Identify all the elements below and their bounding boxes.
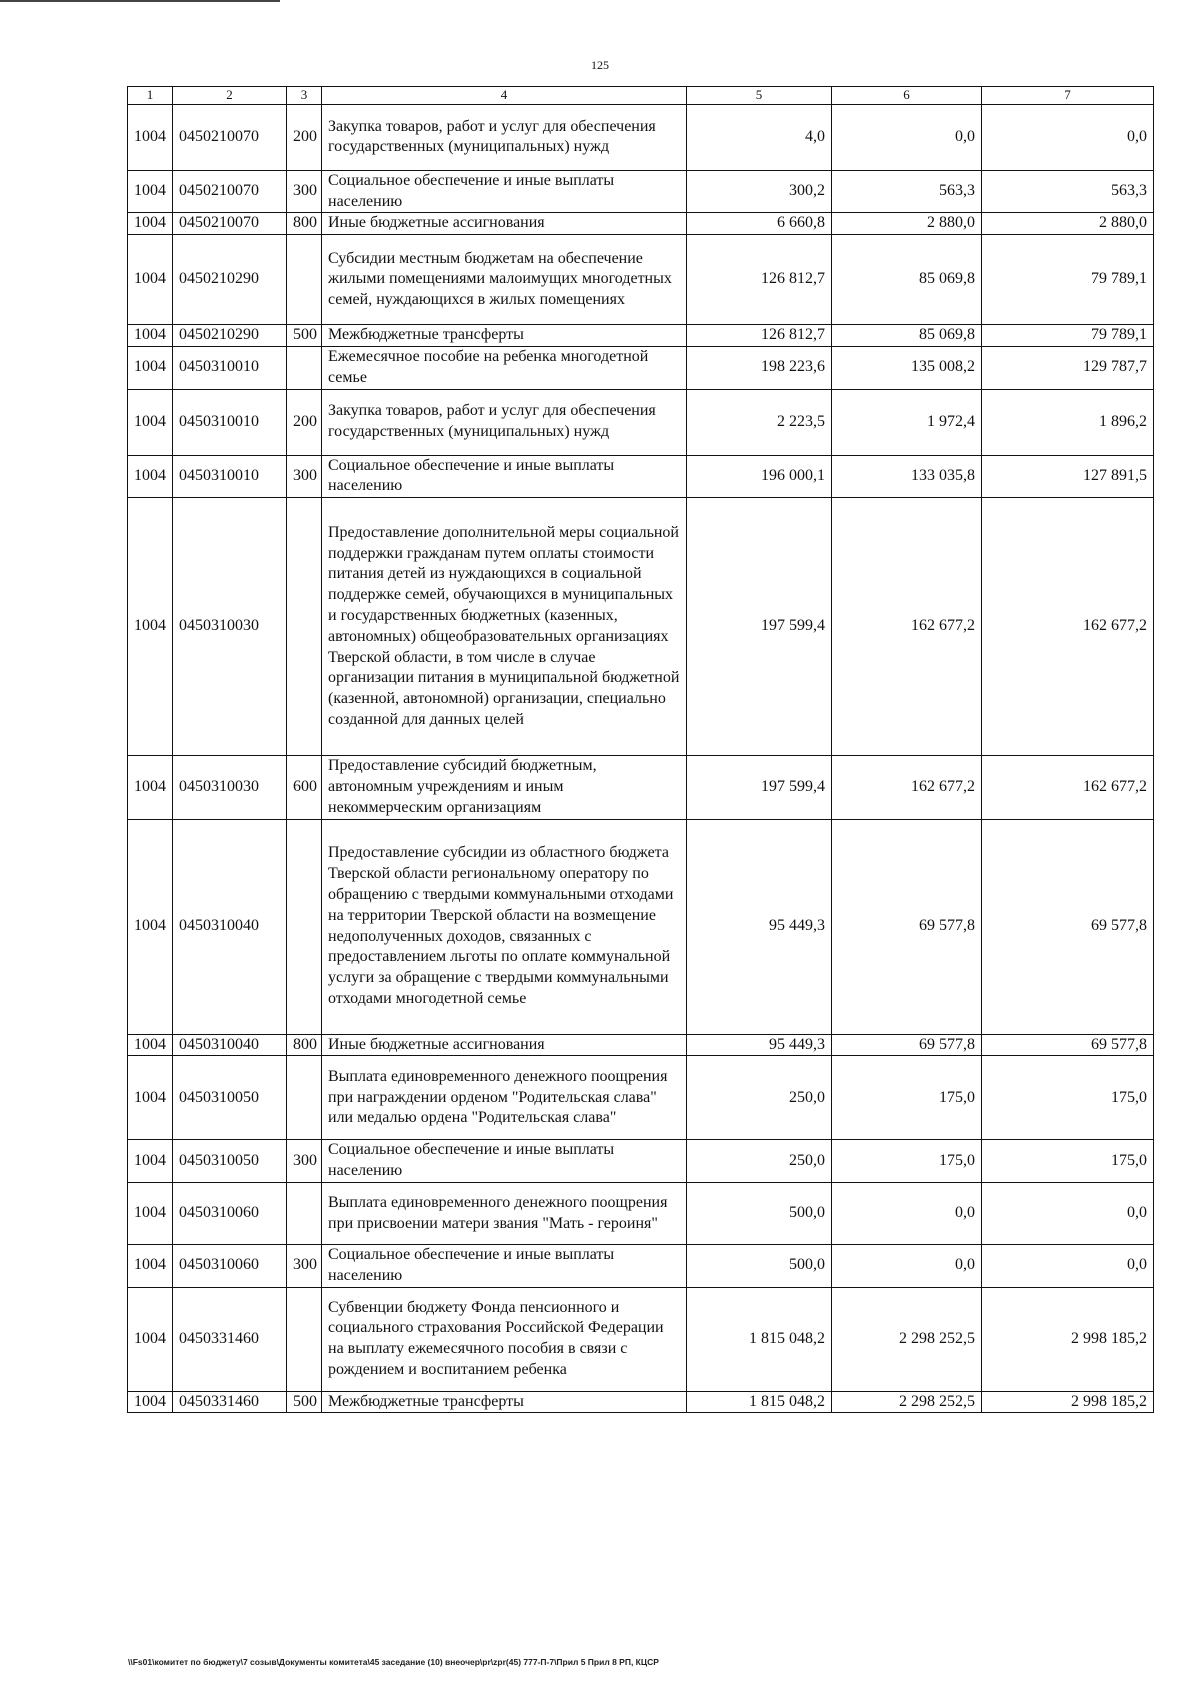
section-code-cell: 1004 — [128, 235, 173, 325]
amount-col6-cell: 69 577,8 — [832, 1034, 982, 1056]
amount-col7-cell: 2 998 185,2 — [982, 1287, 1154, 1391]
amount-col6-cell: 135 008,2 — [832, 347, 982, 390]
amount-col5-cell: 2 223,5 — [687, 389, 832, 455]
target-article-cell: 0450210070 — [173, 104, 287, 170]
amount-col7-cell: 129 787,7 — [982, 347, 1154, 390]
amount-col6-cell: 175,0 — [832, 1140, 982, 1183]
table-row — [128, 819, 1154, 1034]
table-body — [128, 104, 1154, 1413]
description-cell: Ежемесячное пособие на ребенка многодетной семье — [322, 347, 687, 390]
expense-type-cell — [287, 1183, 322, 1245]
budget-table — [127, 86, 1154, 1413]
amount-col6-cell: 85 069,8 — [832, 325, 982, 347]
expense-type-cell: 300 — [287, 1140, 322, 1183]
amount-col7-cell: 69 577,8 — [982, 819, 1154, 1034]
table-row — [128, 325, 1154, 347]
amount-col5-cell: 95 449,3 — [687, 819, 832, 1034]
amount-col7-cell: 79 789,1 — [982, 235, 1154, 325]
description-cell: Выплата единовременного денежного поощрения при присвоении матери звания "Мать - героиня" — [322, 1183, 687, 1245]
section-code-cell: 1004 — [128, 498, 173, 756]
table-row — [128, 756, 1154, 819]
target-article-cell: 0450310040 — [173, 819, 287, 1034]
amount-col6-cell: 1 972,4 — [832, 389, 982, 455]
amount-col5-cell: 197 599,4 — [687, 756, 832, 819]
description-cell: Выплата единовременного денежного поощрения при награждении орденом "Родительская слава" или медалью ордена "Родительская слава" — [322, 1056, 687, 1140]
section-code-cell: 1004 — [128, 1245, 173, 1288]
expense-type-cell — [287, 498, 322, 756]
section-code-cell: 1004 — [128, 347, 173, 390]
amount-col5-cell: 198 223,6 — [687, 347, 832, 390]
amount-col7-cell: 175,0 — [982, 1056, 1154, 1140]
amount-col6-cell: 133 035,8 — [832, 455, 982, 498]
target-article-cell: 0450210070 — [173, 213, 287, 235]
amount-col5-cell: 126 812,7 — [687, 235, 832, 325]
expense-type-cell: 200 — [287, 389, 322, 455]
table-row — [128, 347, 1154, 390]
table-row — [128, 498, 1154, 756]
target-article-cell: 0450310030 — [173, 756, 287, 819]
amount-col5-cell: 6 660,8 — [687, 213, 832, 235]
section-code-cell: 1004 — [128, 389, 173, 455]
table-row — [128, 1183, 1154, 1245]
section-code-cell: 1004 — [128, 170, 173, 213]
description-cell: Предоставление дополнительной меры социальной поддержки гражданам путем оплаты стоимости питания детей из нуждающихся в социальной поддержке семей, обучающихся в муниципальных и государственных бюджетных (казенных, автономных) общеобразовательных организациях Тверской области, в том числе в случае организации питания в муниципальной бюджетной (казенной, автономной) организации, специально созданной для данных целей — [322, 498, 687, 756]
target-article-cell: 0450310040 — [173, 1034, 287, 1056]
expense-type-cell — [287, 1287, 322, 1391]
amount-col6-cell: 0,0 — [832, 1183, 982, 1245]
expense-type-cell: 800 — [287, 1034, 322, 1056]
amount-col5-cell: 196 000,1 — [687, 455, 832, 498]
section-code-cell: 1004 — [128, 104, 173, 170]
expense-type-cell — [287, 819, 322, 1034]
table-row — [128, 1034, 1154, 1056]
target-article-cell: 0450310050 — [173, 1140, 287, 1183]
amount-col7-cell: 69 577,8 — [982, 1034, 1154, 1056]
description-cell: Закупка товаров, работ и услуг для обеспечения государственных (муниципальных) нужд — [322, 104, 687, 170]
amount-col7-cell: 2 998 185,2 — [982, 1391, 1154, 1413]
amount-col6-cell: 162 677,2 — [832, 498, 982, 756]
table-row — [128, 389, 1154, 455]
description-cell: Иные бюджетные ассигнования — [322, 213, 687, 235]
amount-col7-cell: 175,0 — [982, 1140, 1154, 1183]
amount-col7-cell: 1 896,2 — [982, 389, 1154, 455]
target-article-cell: 0450310010 — [173, 347, 287, 390]
amount-col7-cell: 79 789,1 — [982, 325, 1154, 347]
section-code-cell: 1004 — [128, 1034, 173, 1056]
amount-col6-cell: 2 298 252,5 — [832, 1391, 982, 1413]
description-cell: Межбюджетные трансферты — [322, 1391, 687, 1413]
description-cell: Субсидии местным бюджетам на обеспечение жилыми помещениями малоимущих многодетных семей, нуждающихся в жилых помещениях — [322, 235, 687, 325]
target-article-cell: 0450310030 — [173, 498, 287, 756]
section-code-cell: 1004 — [128, 819, 173, 1034]
amount-col7-cell: 563,3 — [982, 170, 1154, 213]
table-row — [128, 104, 1154, 170]
expense-type-cell: 300 — [287, 170, 322, 213]
description-cell: Социальное обеспечение и иные выплаты населению — [322, 455, 687, 498]
amount-col6-cell: 0,0 — [832, 1245, 982, 1288]
expense-type-cell: 600 — [287, 756, 322, 819]
section-code-cell: 1004 — [128, 1183, 173, 1245]
amount-col5-cell: 95 449,3 — [687, 1034, 832, 1056]
header-row — [128, 87, 1154, 105]
table-row — [128, 235, 1154, 325]
table-row — [128, 1056, 1154, 1140]
section-code-cell: 1004 — [128, 1287, 173, 1391]
column-header: 2 — [173, 87, 287, 105]
amount-col6-cell: 2 298 252,5 — [832, 1287, 982, 1391]
amount-col7-cell: 0,0 — [982, 1245, 1154, 1288]
amount-col5-cell: 250,0 — [687, 1140, 832, 1183]
amount-col7-cell: 162 677,2 — [982, 756, 1154, 819]
amount-col6-cell: 162 677,2 — [832, 756, 982, 819]
file-path-footer: \\Fs01\комитет по бюджету\7 созыв\Документы комитета\45 заседание (10) внеочер\pr\zpr(45) 777-П-7\Прил 5 Прил 8 РП, КЦСР — [128, 1657, 659, 1667]
description-cell: Межбюджетные трансферты — [322, 325, 687, 347]
expense-type-cell: 300 — [287, 455, 322, 498]
amount-col7-cell: 0,0 — [982, 1183, 1154, 1245]
column-header: 1 — [128, 87, 173, 105]
amount-col7-cell: 127 891,5 — [982, 455, 1154, 498]
amount-col6-cell: 69 577,8 — [832, 819, 982, 1034]
amount-col5-cell: 250,0 — [687, 1056, 832, 1140]
amount-col5-cell: 500,0 — [687, 1183, 832, 1245]
target-article-cell: 0450210290 — [173, 235, 287, 325]
amount-col7-cell: 0,0 — [982, 104, 1154, 170]
description-cell: Социальное обеспечение и иные выплаты населению — [322, 1245, 687, 1288]
expense-type-cell — [287, 235, 322, 325]
column-header: 3 — [287, 87, 322, 105]
table-row — [128, 213, 1154, 235]
amount-col7-cell: 162 677,2 — [982, 498, 1154, 756]
amount-col7-cell: 2 880,0 — [982, 213, 1154, 235]
expense-type-cell: 200 — [287, 104, 322, 170]
target-article-cell: 0450310010 — [173, 389, 287, 455]
table-row — [128, 455, 1154, 498]
amount-col5-cell: 1 815 048,2 — [687, 1287, 832, 1391]
amount-col5-cell: 4,0 — [687, 104, 832, 170]
section-code-cell: 1004 — [128, 1140, 173, 1183]
amount-col6-cell: 2 880,0 — [832, 213, 982, 235]
amount-col5-cell: 1 815 048,2 — [687, 1391, 832, 1413]
section-code-cell: 1004 — [128, 325, 173, 347]
column-header: 7 — [982, 87, 1154, 105]
target-article-cell: 0450310060 — [173, 1245, 287, 1288]
column-header: 6 — [832, 87, 982, 105]
table-row — [128, 1391, 1154, 1413]
target-article-cell: 0450210070 — [173, 170, 287, 213]
table-row — [128, 1287, 1154, 1391]
amount-col6-cell: 85 069,8 — [832, 235, 982, 325]
amount-col5-cell: 126 812,7 — [687, 325, 832, 347]
description-cell: Социальное обеспечение и иные выплаты населению — [322, 170, 687, 213]
amount-col6-cell: 175,0 — [832, 1056, 982, 1140]
section-code-cell: 1004 — [128, 1056, 173, 1140]
target-article-cell: 0450331460 — [173, 1391, 287, 1413]
description-cell: Закупка товаров, работ и услуг для обеспечения государственных (муниципальных) нужд — [322, 389, 687, 455]
description-cell: Предоставление субсидий бюджетным, автономным учреждениям и иным некоммерческим организациям — [322, 756, 687, 819]
target-article-cell: 0450310060 — [173, 1183, 287, 1245]
description-cell: Иные бюджетные ассигнования — [322, 1034, 687, 1056]
expense-type-cell: 500 — [287, 1391, 322, 1413]
target-article-cell: 0450210290 — [173, 325, 287, 347]
amount-col6-cell: 563,3 — [832, 170, 982, 213]
description-cell: Социальное обеспечение и иные выплаты населению — [322, 1140, 687, 1183]
scan-edge-line — [0, 0, 280, 2]
table-row — [128, 1245, 1154, 1288]
amount-col5-cell: 300,2 — [687, 170, 832, 213]
amount-col5-cell: 197 599,4 — [687, 498, 832, 756]
page-number: 125 — [591, 58, 609, 72]
section-code-cell: 1004 — [128, 1391, 173, 1413]
target-article-cell: 0450310010 — [173, 455, 287, 498]
section-code-cell: 1004 — [128, 213, 173, 235]
expense-type-cell: 500 — [287, 325, 322, 347]
amount-col6-cell: 0,0 — [832, 104, 982, 170]
target-article-cell: 0450310050 — [173, 1056, 287, 1140]
expense-type-cell — [287, 347, 322, 390]
table-row — [128, 1140, 1154, 1183]
section-code-cell: 1004 — [128, 455, 173, 498]
description-cell: Субвенции бюджету Фонда пенсионного и социального страхования Российской Федерации на выплату ежемесячного пособия в связи с рождением и воспитанием ребенка — [322, 1287, 687, 1391]
description-cell: Предоставление субсидии из областного бюджета Тверской области региональному оператору по обращению с твердыми коммунальными отходами на территории Тверской области на возмещение недополученных доходов, связанных с предоставлением льготы по оплате коммунальной услуги за обращение с твердыми коммунальными отходами многодетной семье — [322, 819, 687, 1034]
column-header: 4 — [322, 87, 687, 105]
expense-type-cell — [287, 1056, 322, 1140]
amount-col5-cell: 500,0 — [687, 1245, 832, 1288]
section-code-cell: 1004 — [128, 756, 173, 819]
table-row — [128, 170, 1154, 213]
expense-type-cell: 300 — [287, 1245, 322, 1288]
target-article-cell: 0450331460 — [173, 1287, 287, 1391]
column-header: 5 — [687, 87, 832, 105]
expense-type-cell: 800 — [287, 213, 322, 235]
